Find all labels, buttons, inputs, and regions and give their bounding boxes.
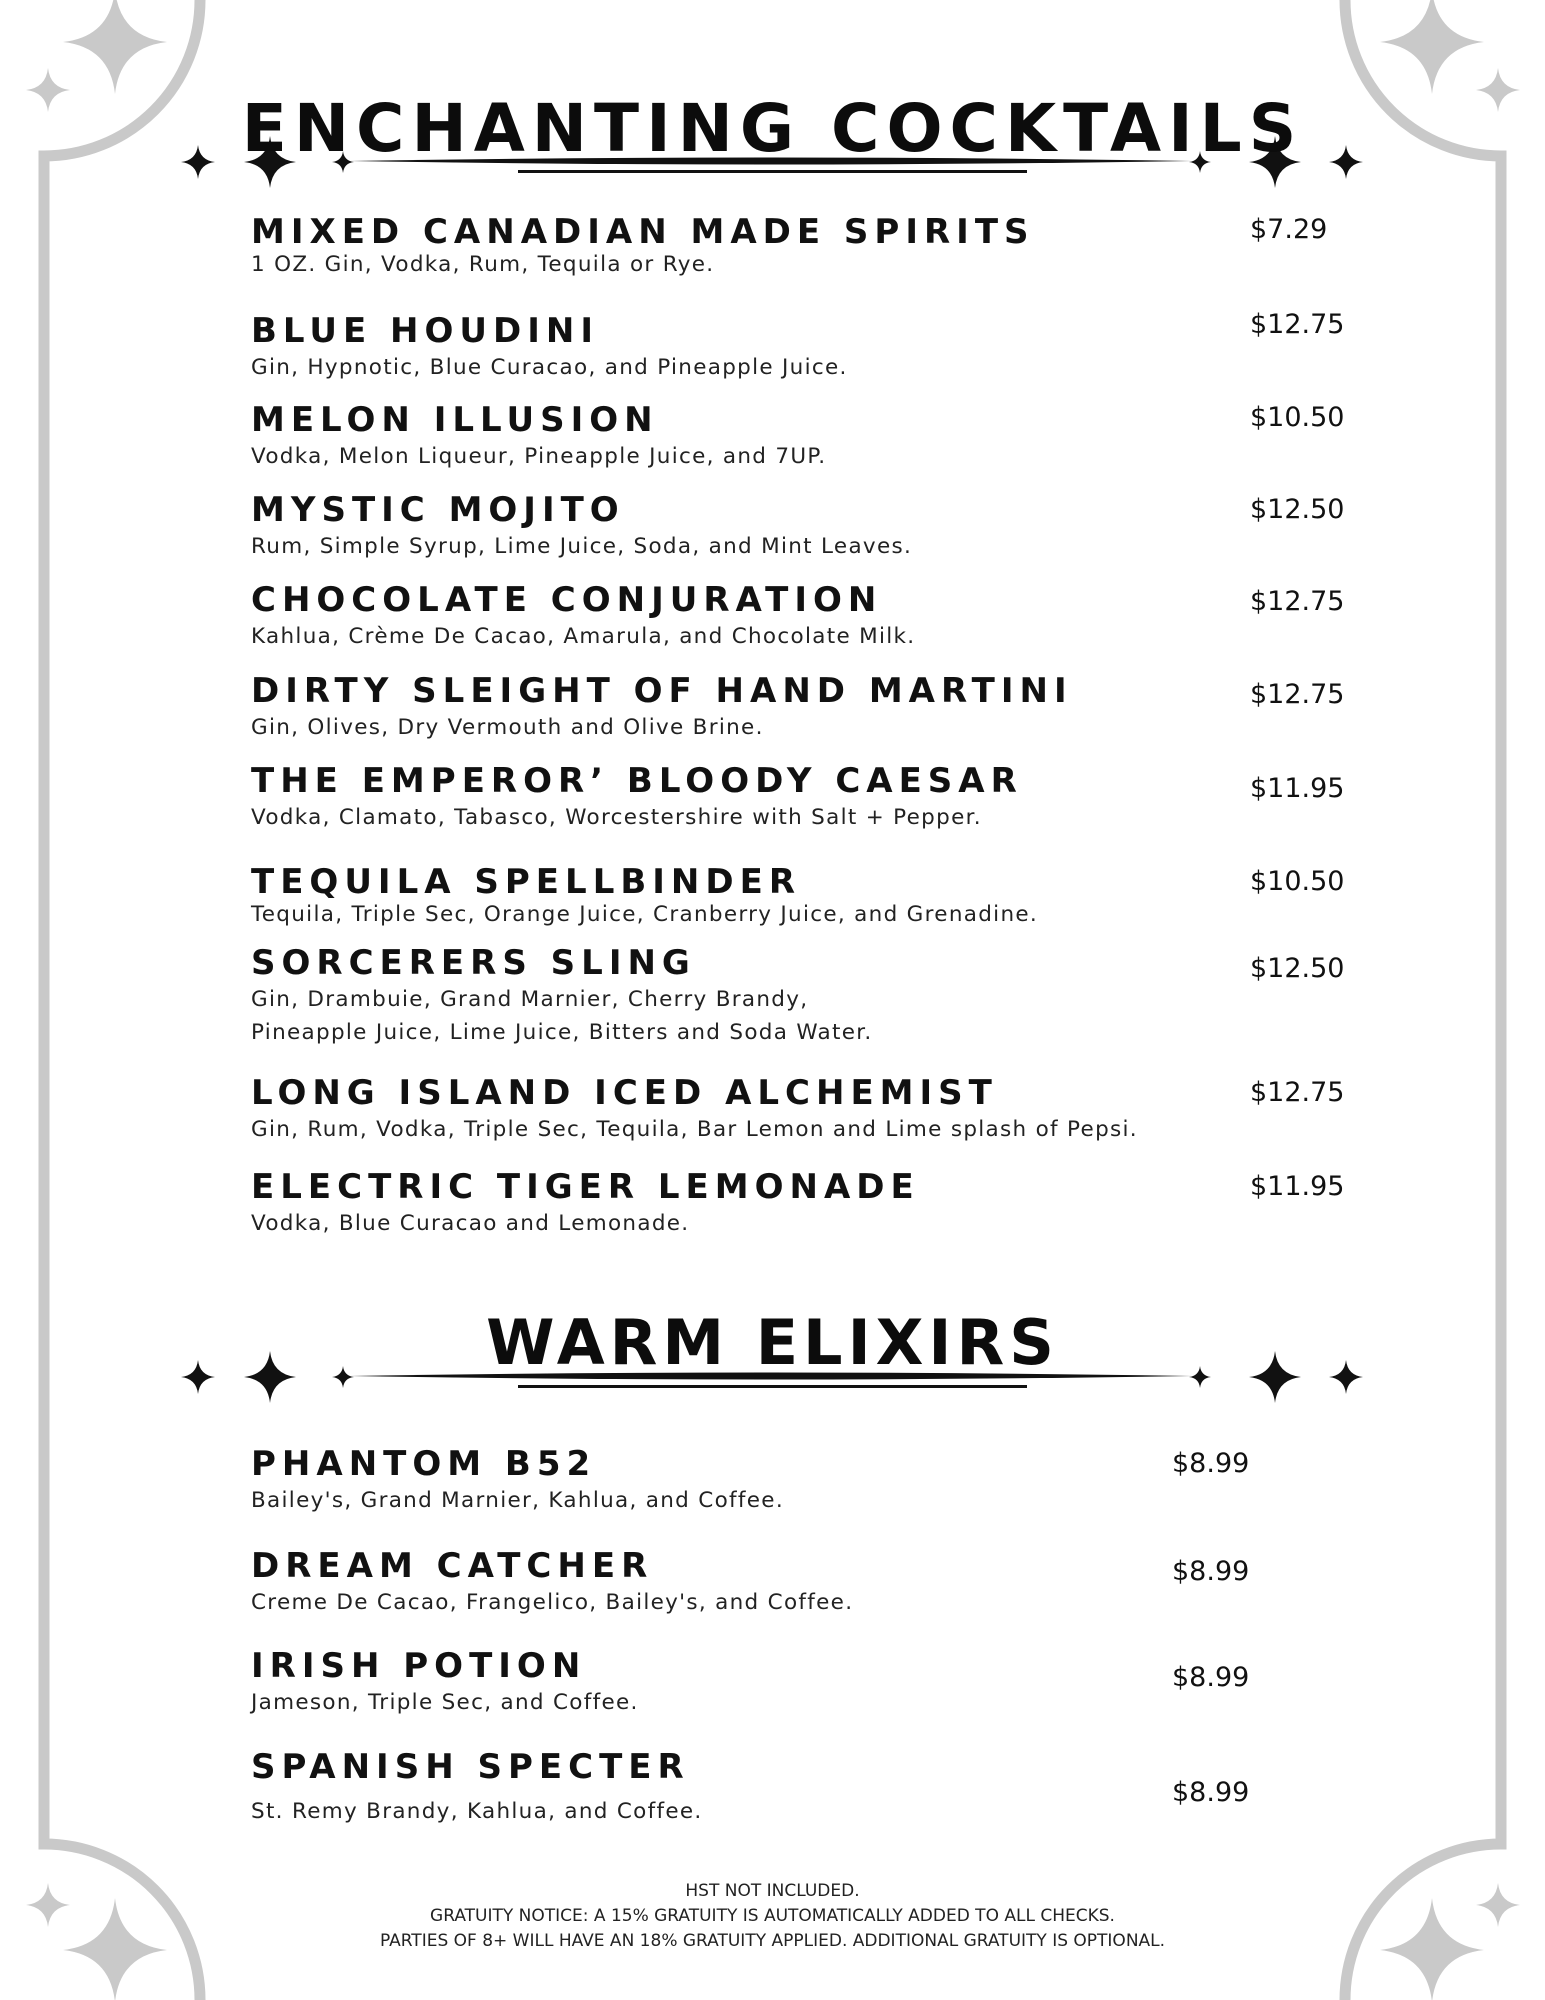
- item-description: Creme De Cacao, Frangelico, Bailey's, and Coffee.: [251, 1590, 854, 1615]
- menu-item: [251, 1073, 1351, 1146]
- menu-item: [251, 862, 1351, 928]
- tax-notice: HST NOT INCLUDED.: [685, 1881, 860, 1901]
- item-description: St. Remy Brandy, Kahlua, and Coffee.: [251, 1799, 703, 1824]
- item-description: Gin, Hypnotic, Blue Curacao, and Pineapple Juice.: [251, 355, 848, 380]
- item-name: ELECTRIC TIGER LEMONADE: [251, 1167, 920, 1207]
- item-name: BLUE HOUDINI: [251, 311, 599, 351]
- party-gratuity-notice: PARTIES OF 8+ WILL HAVE AN 18% GRATUITY APPLIED. ADDITIONAL GRATUITY IS OPTIONAL.: [379, 1931, 1166, 1951]
- item-name: SPANISH SPECTER: [251, 1747, 690, 1787]
- menu-item: [251, 1167, 1351, 1240]
- item-price: $8.99: [1172, 1556, 1250, 1587]
- item-price: $12.75: [1250, 309, 1345, 340]
- item-description: Jameson, Triple Sec, and Coffee.: [251, 1690, 639, 1715]
- item-price: $12.50: [1250, 953, 1345, 984]
- item-description: Rum, Simple Syrup, Lime Juice, Soda, and Mint Leaves.: [251, 534, 913, 559]
- menu-item: [251, 580, 1351, 653]
- menu-item: [251, 400, 1351, 473]
- item-price: $12.50: [1250, 494, 1345, 525]
- item-description: Vodka, Clamato, Tabasco, Worcestershire with Salt + Pepper.: [251, 805, 982, 830]
- item-name: IRISH POTION: [251, 1646, 587, 1686]
- item-description: Vodka, Blue Curacao and Lemonade.: [251, 1211, 690, 1236]
- menu-item: [251, 212, 1351, 278]
- item-description: Tequila, Triple Sec, Orange Juice, Cranberry Juice, and Grenadine.: [251, 902, 1039, 927]
- item-name: DIRTY SLEIGHT OF HAND MARTINI: [251, 671, 1073, 711]
- item-description: 1 OZ. Gin, Vodka, Rum, Tequila or Rye.: [251, 252, 715, 277]
- item-description: Gin, Drambuie, Grand Marnier, Cherry Brandy,: [251, 987, 809, 1012]
- item-name: DREAM CATCHER: [251, 1546, 654, 1586]
- item-price: $10.50: [1250, 402, 1345, 433]
- item-name: CHOCOLATE CONJURATION: [251, 580, 883, 620]
- item-name: LONG ISLAND ICED ALCHEMIST: [251, 1073, 998, 1113]
- item-description: Gin, Rum, Vodka, Triple Sec, Tequila, Bar Lemon and Lime splash of Pepsi.: [251, 1117, 1138, 1142]
- item-description: Vodka, Melon Liqueur, Pineapple Juice, and 7UP.: [251, 444, 827, 469]
- item-name: SORCERERS SLING: [251, 943, 696, 983]
- menu-item: [251, 311, 1351, 384]
- item-price: $12.75: [1250, 1077, 1345, 1108]
- section-title-warm-elixirs: WARM ELIXIRS: [486, 1306, 1059, 1379]
- item-price: $8.99: [1172, 1777, 1250, 1808]
- item-price: $11.95: [1250, 1171, 1345, 1202]
- item-name: PHANTOM B52: [251, 1444, 597, 1484]
- item-name: THE EMPEROR’ BLOODY CAESAR: [251, 761, 1023, 801]
- gratuity-notice: GRATUITY NOTICE: A 15% GRATUITY IS AUTOMATICALLY ADDED TO ALL CHECKS.: [430, 1906, 1115, 1926]
- item-price: $12.75: [1250, 679, 1345, 710]
- item-price: $8.99: [1172, 1448, 1250, 1479]
- item-name: TEQUILA SPELLBINDER: [251, 862, 802, 902]
- item-price: $7.29: [1250, 214, 1328, 245]
- item-name: MELON ILLUSION: [251, 400, 659, 440]
- item-name: MIXED CANADIAN MADE SPIRITS: [251, 212, 1035, 252]
- menu-item: [251, 671, 1351, 744]
- item-description: Gin, Olives, Dry Vermouth and Olive Brine.: [251, 715, 764, 740]
- item-description: Bailey's, Grand Marnier, Kahlua, and Coffee.: [251, 1488, 784, 1513]
- item-description: Kahlua, Crème De Cacao, Amarula, and Chocolate Milk.: [251, 624, 916, 649]
- footer-notice: [0, 1879, 1545, 1954]
- menu-item: [251, 761, 1351, 834]
- menu-item: [251, 490, 1351, 563]
- item-price: $10.50: [1250, 866, 1345, 897]
- item-description: Pineapple Juice, Lime Juice, Bitters and Soda Water.: [251, 1020, 873, 1045]
- item-price: $11.95: [1250, 773, 1345, 804]
- item-price: $12.75: [1250, 586, 1345, 617]
- item-name: MYSTIC MOJITO: [251, 490, 625, 530]
- menu-item: [251, 943, 1351, 1049]
- section-title-cocktails: ENCHANTING COCKTAILS: [241, 90, 1304, 167]
- item-price: $8.99: [1172, 1662, 1250, 1693]
